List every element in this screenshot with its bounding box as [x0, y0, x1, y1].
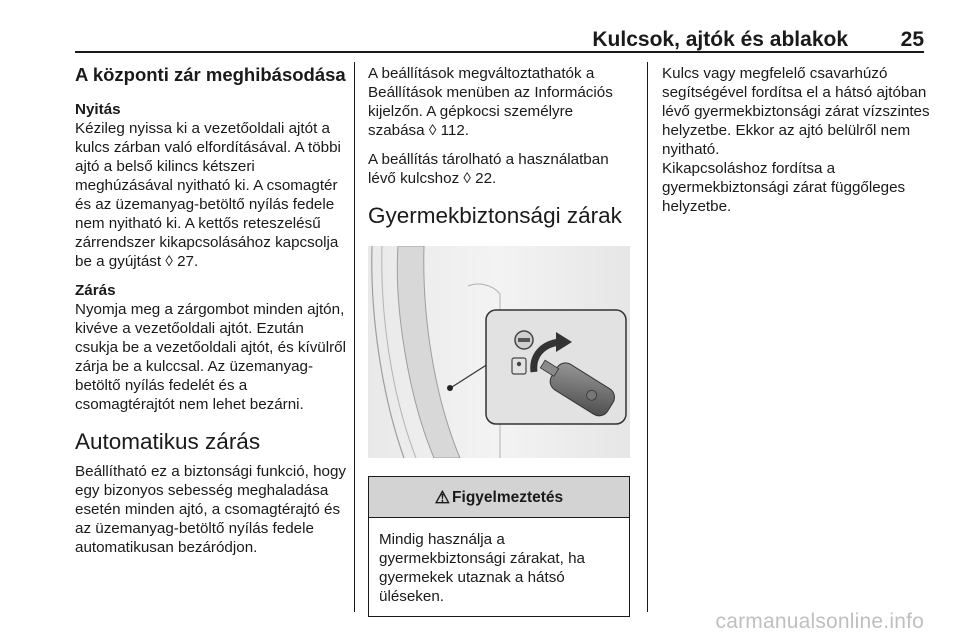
reference-page: 112.	[440, 122, 469, 139]
child-lock-illustration	[368, 246, 630, 458]
disengage-instructions: Kikapcsoláshoz fordítsa a gyermekbiztonsági zárat függőleges helyzetbe.	[662, 160, 906, 215]
key-storage-text: A beállítás tárolható a használatban lévő kulcshoz	[368, 151, 609, 187]
watermark: carmanualsonline.info	[715, 610, 924, 633]
page-header-title: Kulcsok, ajtók és ablakok	[592, 28, 848, 51]
middle-column	[368, 64, 633, 617]
column-divider-1	[354, 62, 355, 612]
warning-triangle-icon: ⚠	[434, 487, 451, 507]
key-storage-paragraph	[368, 150, 633, 188]
settings-paragraph	[368, 64, 633, 140]
central-lock-failure-heading: A központi zár meghibásodása	[75, 64, 346, 85]
warning-box	[368, 476, 630, 617]
automatic-locking-heading: Automatikus zárás	[75, 429, 261, 454]
page-reference[interactable]	[429, 122, 469, 139]
unlock-subheading: Nyitás	[75, 101, 121, 118]
reference-page: 22.	[475, 170, 497, 187]
warning-text: Mindig használja a gyermekbiztonsági zárakat, ha gyermekek utaznak a hátsó üléseken.	[379, 531, 585, 605]
lock-paragraph: Nyomja meg a zárgombot minden ajtón, kivéve a vezetőoldali ajtót. Ezután csukja be a vezetőoldali ajtót, és kívülről zárja be a kulccsal. Az üzemanyag-betöltő nyílás fedelét és a csomagtérajtót nem lehet bezárni.	[75, 301, 346, 413]
reference-arrow-icon: ◊	[165, 253, 173, 270]
right-column	[662, 64, 930, 216]
page-number: 25	[900, 28, 924, 51]
unlock-text: Kézileg nyissa ki a vezetőoldali ajtót a kulcs zárban való elfordításával. A többi ajtó a belső kilincs kétszeri meghúzásával nyitható ki. A csomagtér és az üzemanyag-betöltő nyílás fedele nem nyitható ki. A kettős reteszelésű zárrendszer kikapcsolásához kapcsolja be a gyújtást	[75, 120, 341, 270]
warning-header	[369, 477, 629, 518]
child-locks-heading: Gyermekbiztonsági zárak	[368, 203, 622, 228]
reference-arrow-icon: ◊	[463, 170, 471, 187]
reference-arrow-icon: ◊	[428, 122, 437, 139]
page-reference[interactable]	[463, 170, 496, 187]
warning-title: Figyelmeztetés	[452, 488, 564, 506]
engage-instructions: Kulcs vagy megfelelő csavarhúzó segítségével fordítsa el a hátsó ajtóban lévő gyermekbiztonsági zárat vízszintes helyzetbe. Ekkor az ajtó belülről nem nyitható.	[662, 65, 930, 158]
left-column	[75, 64, 347, 557]
unlock-paragraph	[75, 119, 347, 271]
automatic-locking-paragraph: Beállítható ez a biztonsági funkció, hogy egy bizonyos sebesség meghaladása esetén minden ajtó, a csomagtérajtó és az üzemanyag-betöltő nyílás fedele automatikusan bezáródjon.	[75, 463, 347, 556]
settings-text: A beállítások megváltoztathatók a Beállítások menüben az Információs kijelzőn. A gépkocsi személyre szabása	[368, 65, 613, 139]
column-divider-2	[647, 62, 648, 612]
page-reference[interactable]	[165, 253, 198, 270]
reference-page: 27.	[177, 253, 199, 270]
header-rule	[75, 51, 924, 53]
lock-subheading: Zárás	[75, 282, 116, 299]
